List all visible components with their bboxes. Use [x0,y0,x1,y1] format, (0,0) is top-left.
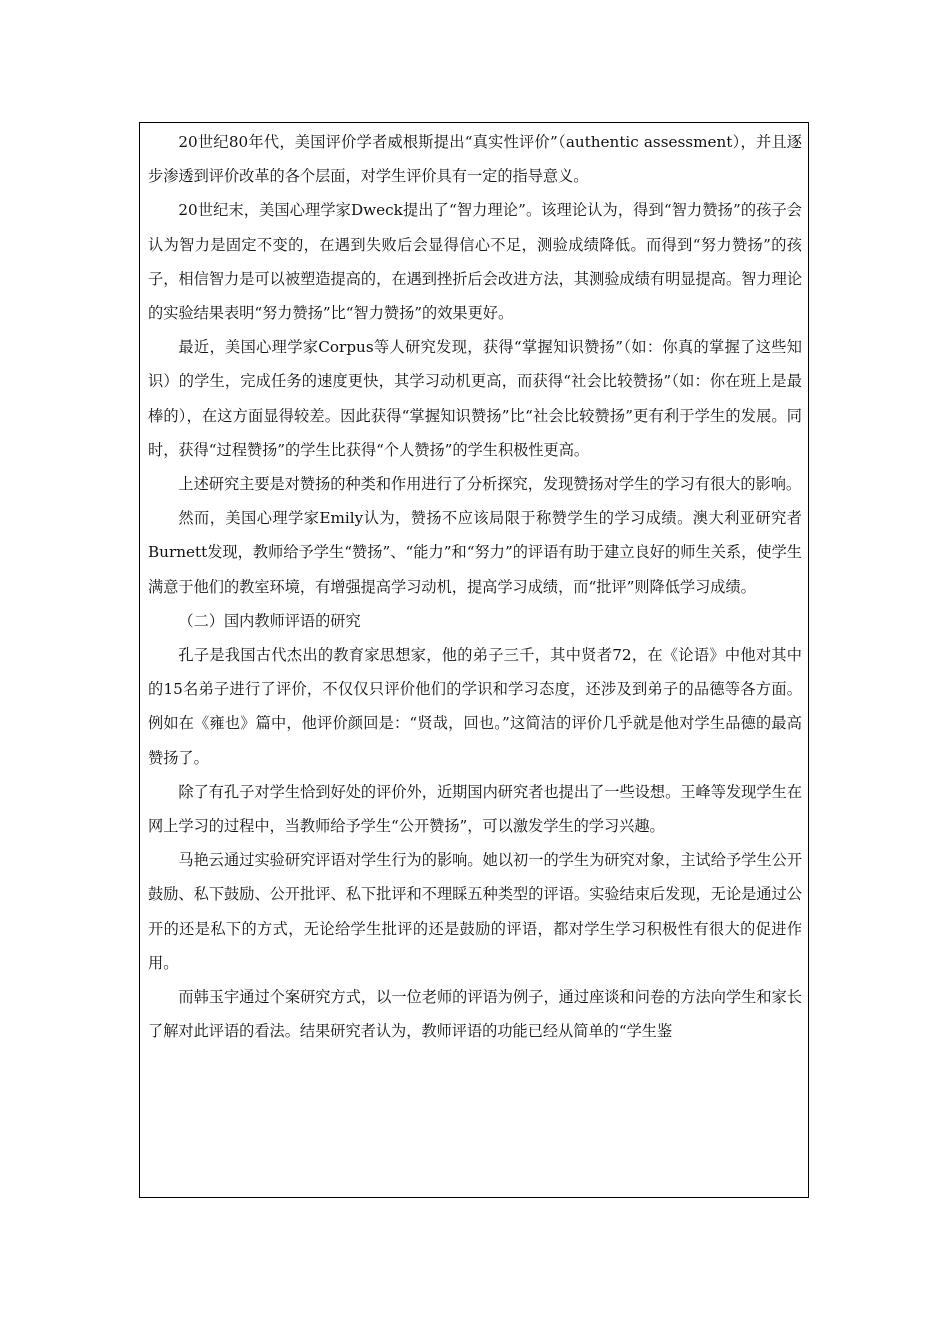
paragraph-praise-summary: 上述研究主要是对赞扬的种类和作用进行了分析探究，发现赞扬对学生的学习有很大的影响。 [178,475,802,494]
paragraph-wang-feng: 除了有孔子对学生恰到好处的评价外，近期国内研究者也提出了一些设想。王峰等发现学生在网上学习的过程中，当教师给予学生“公开赞扬”，可以激发学生的学习兴趣。 [148,782,802,836]
section-heading-domestic-research: （二）国内教师评语的研究 [178,611,361,630]
paragraph-corpus-study: 最近，美国心理学家Corpus等人研究发现，获得“掌握知识赞扬”（如：你真的掌握了这些知识）的学生，完成任务的速度更快，其学习动机更高，而获得“社会比较赞扬”（如：你在班上是最棒的），在这方面显得较差。因此获得“掌握知识赞扬”比“社会比较赞扬”更有利于学生的发展。同时，获得“过程赞扬”的学生比获得“个人赞扬”的学生积极性更高。 [148,338,802,459]
paragraph-confucius: 孔子是我国古代杰出的教育家思想家，他的弟子三千，其中贤者72，在《论语》中他对其中的15名弟子进行了评价，不仅仅只评价他们的学识和学习态度，还涉及到弟子的品德等各方面。例如在《雍也》篇中，他评价颜回是：“贤哉，回也。”这简洁的评价几乎就是他对学生品德的最高赞扬了。 [148,646,802,767]
text-frame [139,122,809,1198]
paragraph-emily-burnett: 然而，美国心理学家Emily认为，赞扬不应该局限于称赞学生的学习成绩。澳大利亚研究者Burnett发现，教师给予学生“赞扬”、“能力”和“努力”的评语有助于建立良好的师生关系，使学生满意于他们的教室环境，有增强提高学习动机，提高学习成绩，而“批评”则降低学习成绩。 [148,509,802,596]
paragraph-authentic-assessment: 20世纪80年代，美国评价学者威根斯提出“真实性评价”（authentic assessment），并且逐步渗透到评价改革的各个层面，对学生评价具有一定的指导意义。 [148,133,802,186]
paragraph-han-yuyu: 而韩玉宇通过个案研究方式，以一位老师的评语为例子，通过座谈和问卷的方法向学生和家长了解对此评语的看法。结果研究者认为，教师评语的功能已经从简单的“学生鉴 [148,988,802,1041]
body-text [148,125,802,1048]
paragraph-ma-yanyun: 马艳云通过实验研究评语对学生行为的影响。她以初一的学生为研究对象，主试给予学生公开鼓励、私下鼓励、公开批评、私下批评和不理睬五种类型的评语。实验结束后发现，无论是通过公开的还是私下的方式，无论给学生批评的还是鼓励的评语，都对学生学习积极性有很大的促进作用。 [148,851,802,972]
paragraph-dweck-theory: 20世纪末，美国心理学家Dweck提出了“智力理论”。该理论认为，得到“智力赞扬”的孩子会认为智力是固定不变的，在遇到失败后会显得信心不足，测验成绩降低。而得到“努力赞扬”的孩子，相信智力是可以被塑造提高的，在遇到挫折后会改进方法，其测验成绩有明显提高。智力理论的实验结果表明“努力赞扬”比“智力赞扬”的效果更好。 [148,201,802,323]
